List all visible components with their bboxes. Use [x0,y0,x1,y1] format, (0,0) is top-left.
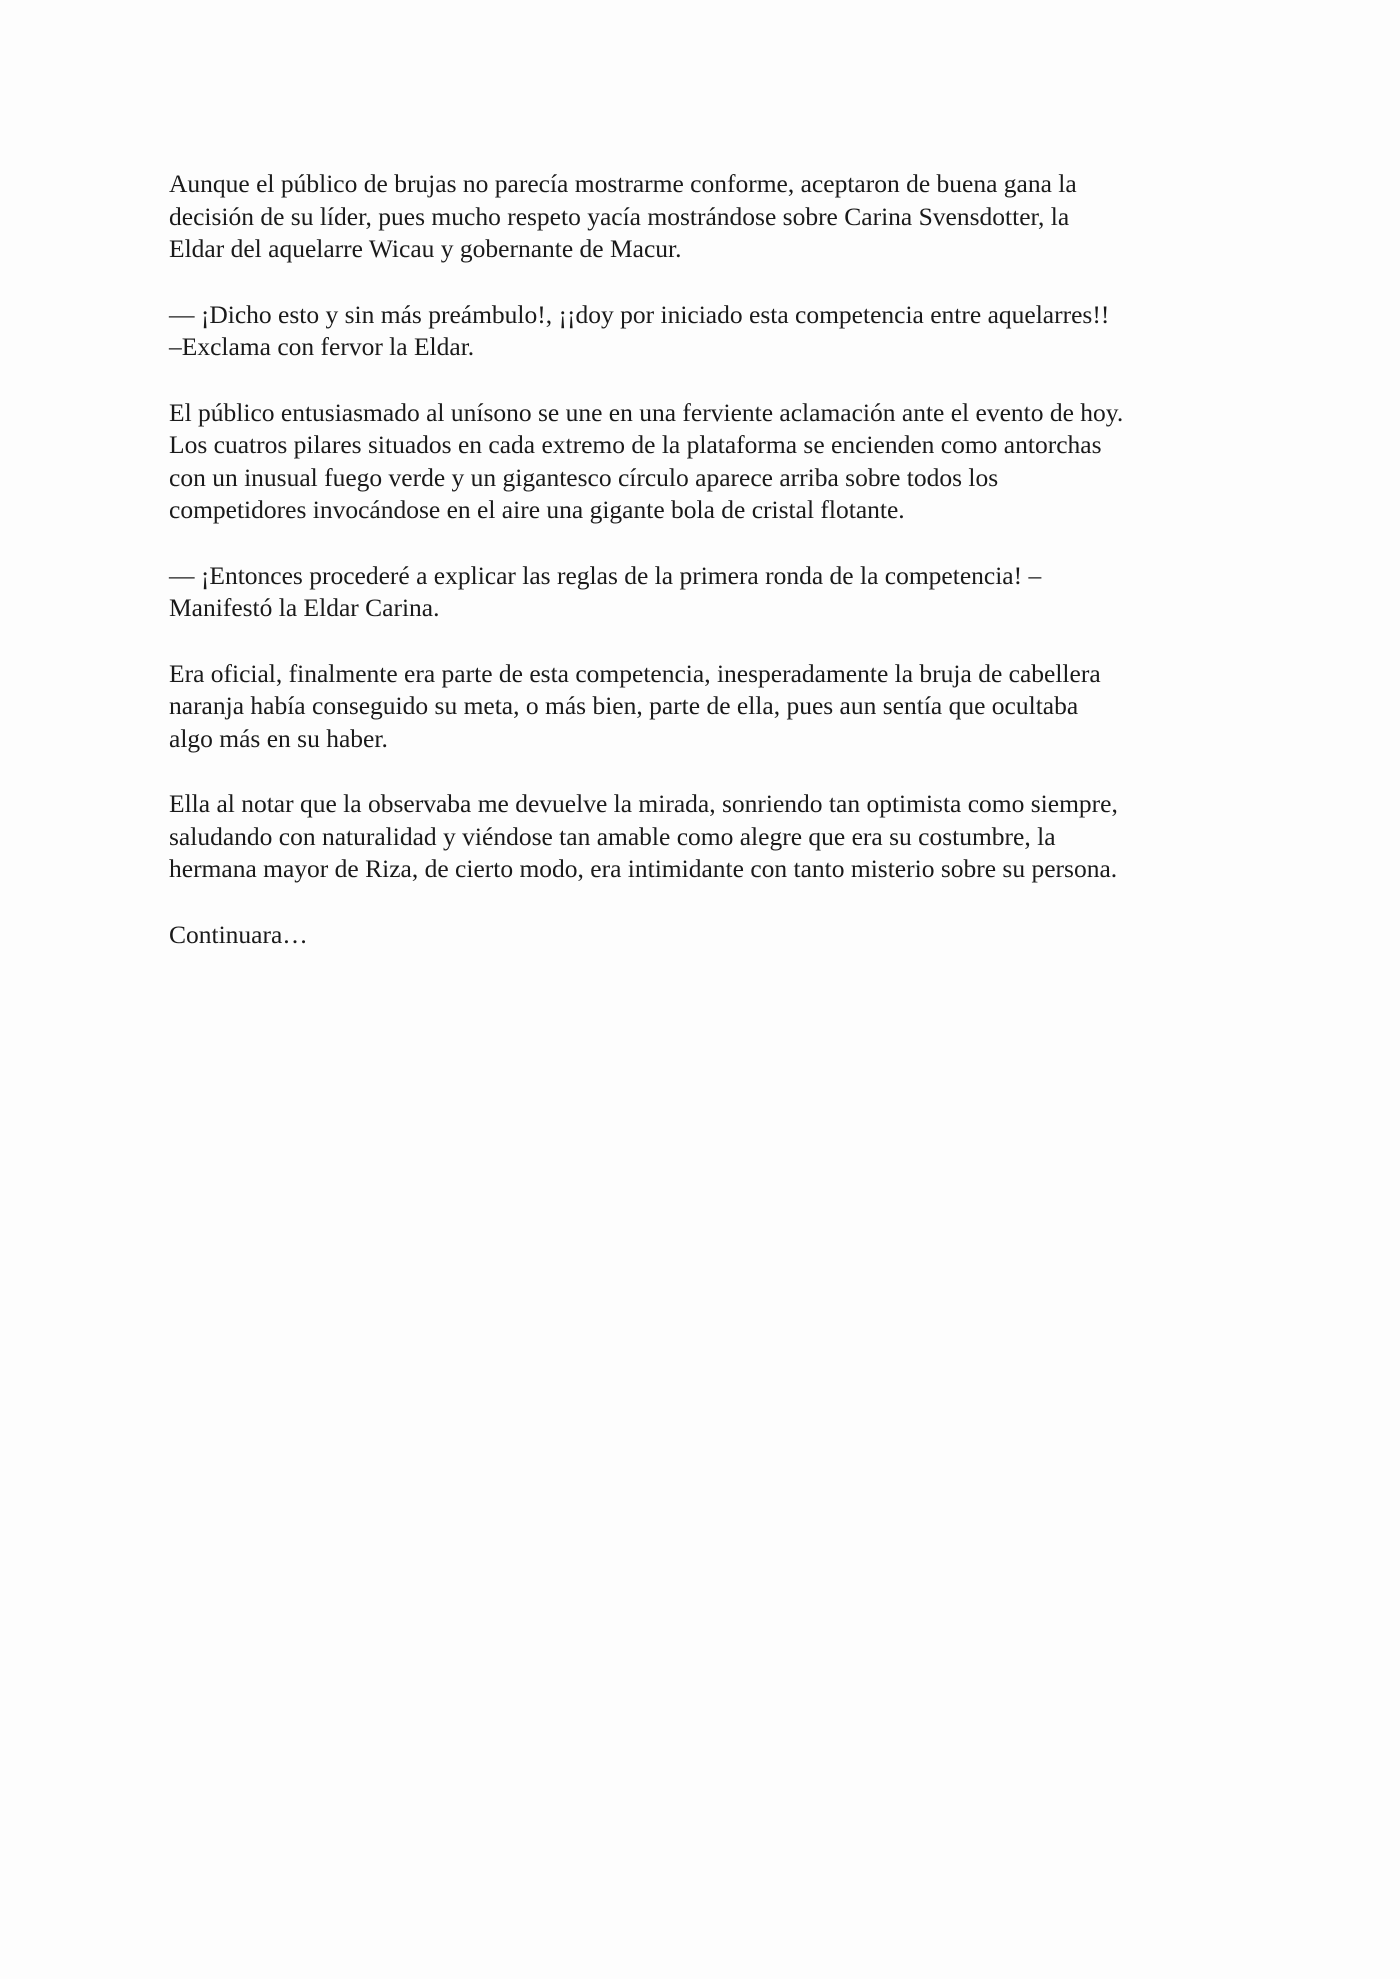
paragraph-4 [169,560,1249,625]
text-line: Los cuatros pilares situados en cada extremo de la plataforma se encienden como antorchas [169,430,1102,459]
text-line: El público entusiasmado al unísono se une en una ferviente aclamación ante el evento de hoy. [169,397,1124,427]
text-line: decisión de su líder, pues mucho respeto yacía mostrándose sobre Carina Svensdotter, la [169,201,1070,231]
text-line: hermana mayor de Riza, de cierto modo, era intimidante con tanto misterio sobre su persona. [169,854,1118,883]
text-line: naranja había conseguido su meta, o más bien, parte de ella, pues aun sentía que ocultaba [169,691,1079,720]
text-line: — ¡Entonces procederé a explicar las reglas de la primera ronda de la competencia! – [169,560,1042,590]
text-line: Aunque el público de brujas no parecía mostrarme conforme, aceptaron de buena gana la [169,169,1077,198]
text-line: –Exclama con fervor la Eldar. [169,332,475,361]
text-line: saludando con naturalidad y viéndose tan amable como alegre que era su costumbre, la [169,821,1056,851]
paragraph-3 [169,397,1249,527]
text-line: Ella al notar que la observaba me devuelve la mirada, sonriendo tan optimista como siempre, [169,789,1118,818]
text-line: Continuara… [169,919,308,949]
text-line: Eldar del aquelarre Wicau y gobernante de Macur. [169,234,682,263]
text-line: Era oficial, finalmente era parte de esta competencia, inesperadamente la bruja de cabellera [169,658,1101,688]
document-body [169,168,1249,984]
paragraph-1 [169,168,1249,266]
text-line: Manifestó la Eldar Carina. [169,593,440,622]
paragraph-6 [169,788,1249,886]
text-line: algo más en su haber. [169,723,388,753]
text-line: competidores invocándose en el aire una gigante bola de cristal flotante. [169,495,905,524]
paragraph-5 [169,658,1249,756]
text-line: con un inusual fuego verde y un gigantesco círculo aparece arriba sobre todos los [169,462,999,492]
text-line: — ¡Dicho esto y sin más preámbulo!, ¡¡doy por iniciado esta competencia entre aquelarres!! [169,299,1110,329]
paragraph-2 [169,299,1249,364]
paragraph-continuara [169,919,1249,952]
